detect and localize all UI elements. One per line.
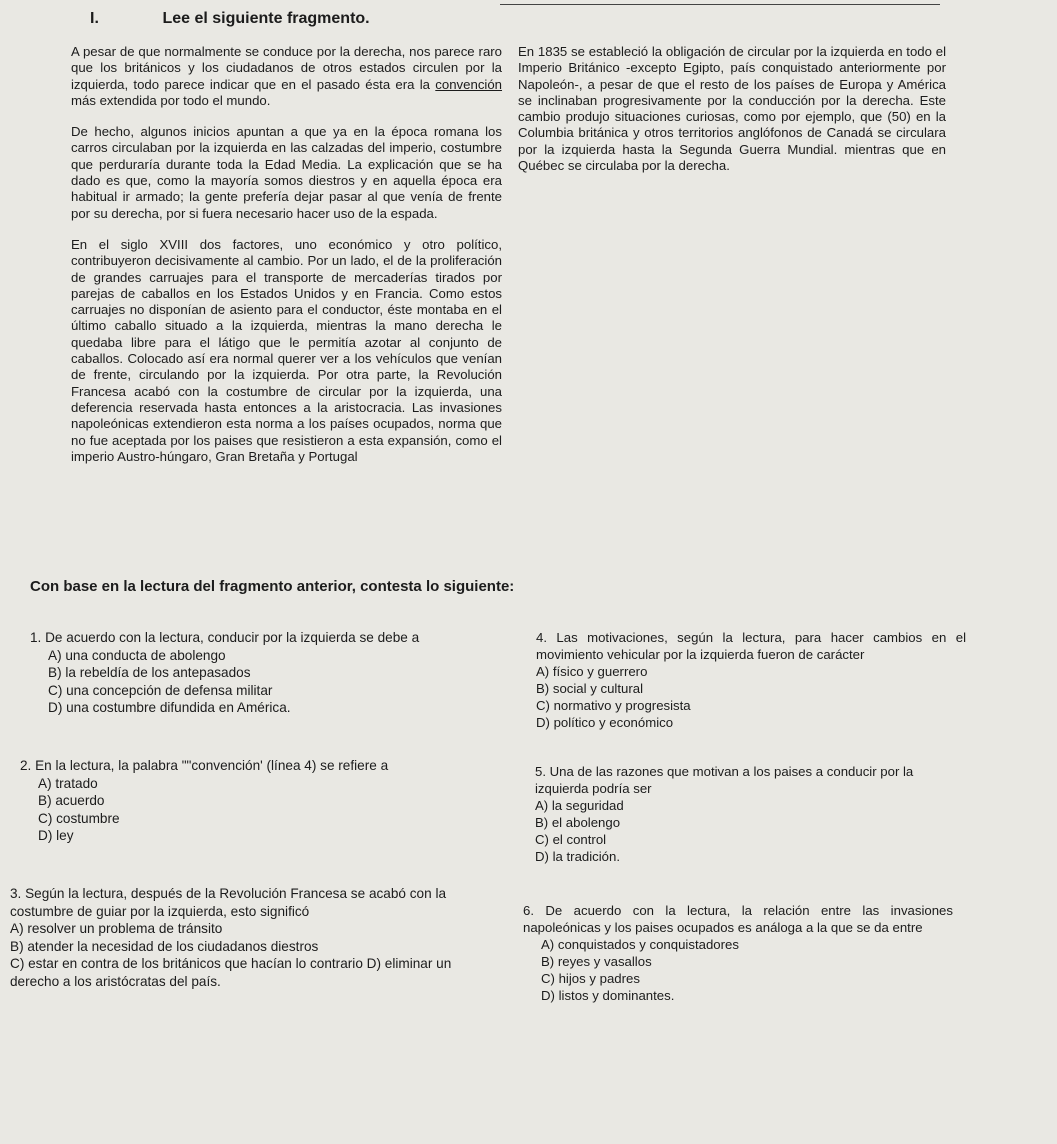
question-6-option-d: D) listos y dominantes. bbox=[541, 988, 675, 1003]
question-1-option-a: A) una conducta de abolengo bbox=[48, 647, 226, 663]
question-3-option-b: B) atender la necesidad de los ciudadanos diestros bbox=[10, 938, 319, 954]
question-1-option-d: D) una costumbre difundida en América. bbox=[48, 700, 291, 715]
passage-paragraph-2: De hecho, algunos inicios apuntan a que ya en la época romana los carros circulaban por la izquierda en las calzadas del imperio, costumbre que perduraría durante toda la Edad Media. La explicación que se ha dado es que, como la mayoría somos diestros y en aquella época era habitual ir armado; la gente prefería dejar pasar al que venía de frente por su derecha, por si fuera necesario hacer uso de la espada. bbox=[71, 124, 502, 221]
question-6 bbox=[523, 902, 953, 1004]
question-1 bbox=[30, 629, 500, 717]
passage-right-column bbox=[518, 44, 946, 189]
passage-paragraph-1-tail: más extendida por todo el mundo. bbox=[71, 92, 271, 108]
question-4-stem: 4. Las motivaciones, según la lectura, para hacer cambios en el movimiento vehicular por la izquierda fueron de carácter bbox=[536, 630, 966, 662]
section-header bbox=[90, 10, 370, 28]
question-6-stem: 6. De acuerdo con la lectura, la relación entre las invasiones napoleónicas y los paises ocupados es análoga a la que se da entre bbox=[523, 903, 953, 935]
question-5 bbox=[535, 763, 965, 865]
passage-left-column bbox=[71, 44, 502, 480]
question-3-option-cd: C) estar en contra de los británicos que hacían lo contrario D) eliminar un derecho a los aristócratas del país. bbox=[10, 956, 452, 989]
passage-paragraph-4: En 1835 se estableció la obligación de circular por la izquierda en todo el Imperio Británico -excepto Egipto, país conquistado anteriormente por Napoleón-, a pesar de que el resto de los países de Europa y América se inclinaban progresivamente por la conducción por la derecha. Este cambio produjo situaciones curiosas, como por ejemplo, que (50) en la Columbia británica y otros territorios anglófonos de Canadá se circulara por la izquierda hasta la Segunda Guerra Mundial. mientras que en Québec se circulaba por la derecha. bbox=[518, 44, 946, 174]
underlined-word: convención bbox=[435, 76, 503, 92]
question-4-option-b: B) social y cultural bbox=[536, 681, 644, 696]
instruction: Con base en la lectura del fragmento anterior, contesta lo siguiente: bbox=[30, 578, 515, 595]
passage-paragraph-3: En el siglo XVIII dos factores, uno económico y otro político, contribuyeron decisivamente al cambio. Por un lado, el de la proliferación de grandes carruajes para el transporte de mercaderías tirados por parejas de caballos en los Estados Unidos y en Francia. Como estos carruajes no disponían de asiento para el conductor, éste montaba en el último caballo situado a la izquierda, mientras la mano derecha le quedaba libre para el látigo que le permitía azotar al conjunto de caballos. Colocado así era normal querer ver a los vehículos que venían de frente, circulando por la izquierda. Por otra parte, la Revolución Francesa acabó con la costumbre de circular por la izquierda, una deferencia reservada hasta entonces a la aristocracia. Las invasiones napoleónicas extendieron esta norma a los países ocupados, norma que no fue aceptada por los paises que resistieron a esta expansión, como el imperio Austro-húngaro, Gran Bretaña y Portugal bbox=[71, 236, 502, 464]
question-4-option-c: C) normativo y progresista bbox=[536, 698, 691, 713]
question-2-option-d: D) ley bbox=[38, 828, 74, 843]
question-6-option-b: B) reyes y vasallos bbox=[541, 954, 652, 969]
question-6-option-a: A) conquistados y conquistadores bbox=[541, 937, 739, 952]
question-3 bbox=[10, 885, 500, 990]
question-2-option-b: B) acuerdo bbox=[38, 793, 105, 808]
question-1-option-c: C) una concepción de defensa militar bbox=[48, 682, 273, 698]
question-4-option-d: D) político y económico bbox=[536, 715, 674, 730]
passage-paragraph-1 bbox=[71, 44, 502, 109]
question-2-option-c: C) costumbre bbox=[38, 810, 120, 826]
section-title: Lee el siguiente fragmento. bbox=[162, 10, 370, 27]
question-1-option-b: B) la rebeldía de los antepasados bbox=[48, 665, 251, 680]
question-5-option-a: A) la seguridad bbox=[535, 798, 624, 813]
question-5-option-d: D) la tradición. bbox=[535, 849, 621, 864]
question-2-option-a: A) tratado bbox=[38, 775, 98, 791]
question-3-option-a: A) resolver un problema de tránsito bbox=[10, 921, 223, 936]
passage-paragraph-1-text: A pesar de que normalmente se conduce por la derecha, nos parece raro que los británicos y los ciudadanos de otros estados circulen por la izquierda, todo parece indicar que en el pasado ésta era la bbox=[71, 44, 502, 92]
question-4 bbox=[536, 629, 966, 731]
question-5-option-c: C) el control bbox=[535, 832, 607, 847]
question-1-stem: 1. De acuerdo con la lectura, conducir por la izquierda se debe a bbox=[30, 630, 420, 645]
question-5-stem: 5. Una de las razones que motivan a los paises a conducir por la izquierda podría ser bbox=[535, 764, 914, 796]
question-4-option-a: A) físico y guerrero bbox=[536, 664, 648, 679]
top-rule bbox=[500, 4, 940, 5]
question-5-option-b: B) el abolengo bbox=[535, 815, 621, 830]
question-2 bbox=[20, 757, 500, 845]
question-6-option-c: C) hijos y padres bbox=[541, 971, 640, 986]
question-3-stem: 3. Según la lectura, después de la Revolución Francesa se acabó con la costumbre de guiar por la izquierda, esto significó bbox=[10, 886, 447, 919]
question-2-stem: 2. En la lectura, la palabra ""convención' (línea 4) se refiere a bbox=[20, 758, 389, 773]
section-number: I. bbox=[90, 10, 99, 27]
